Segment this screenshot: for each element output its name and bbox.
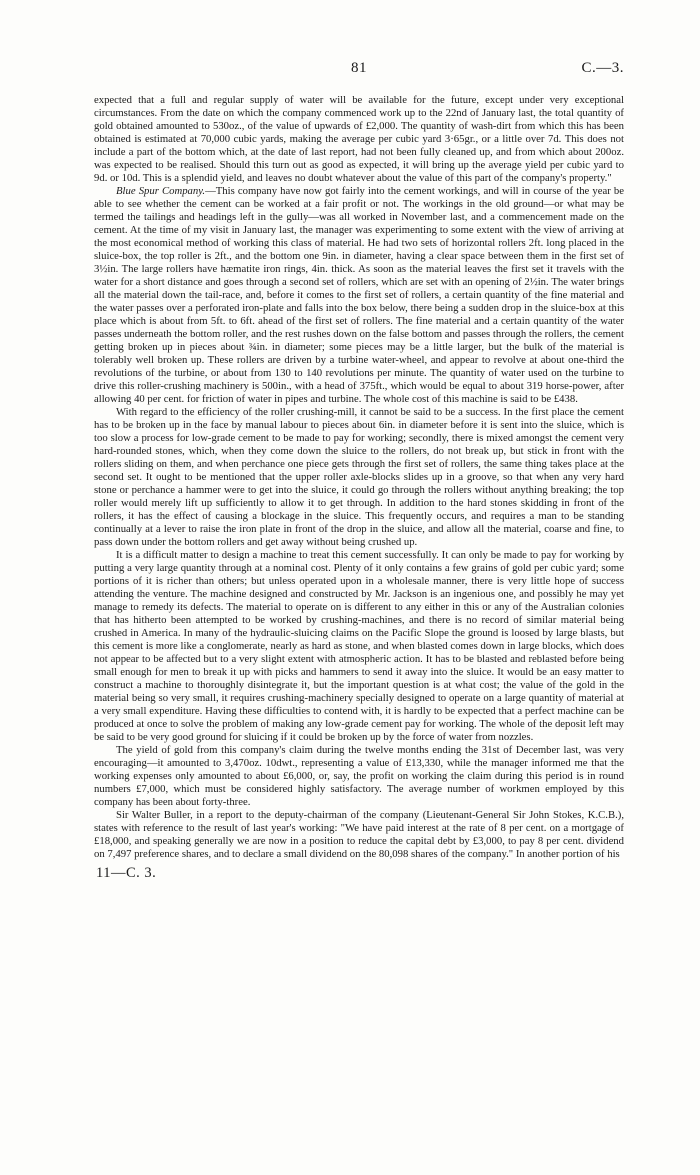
- paragraph-text: expected that a full and regular supply of water will be available for the future, except under very exceptional circumstances. From the date on which the company commenced work up to the 22nd of January last, the total quantity of gold obtained amounted to 530oz., of the value of upwards of £2,000. The quantity of wash-dirt from which this has been obtained is estimated at 70,000 cubic yards, making the average per cubic yard 3·65gr., or a little over 7d. This does not include a part of the bottom which, at the date of last report, had not been fully cleaned up, and from which about 200oz. was expected to be realised. Should this turn out as good as expected, it will bring up the average yield per cubic yard to 9d. or 10d. This is a splendid yield, and leaves no doubt whatever about the value of this part of the company's property.": [94, 94, 624, 184]
- document-reference: C.—3.: [581, 60, 624, 76]
- paragraph-blue-spur: [94, 185, 624, 406]
- printer-signature: 11—C. 3.: [96, 865, 157, 881]
- paragraph-text: With regard to the efficiency of the roller crushing-mill, it cannot be said to be a success. In the first place the cement has to be broken up in the face by manual labour to pieces about 6in. in diameter before it is sent into the sluice, which is too slow a process for low-grade cement to be made to pay for working; secondly, there is mixed amongst the cement very hard-rounded stones, which, when they come down the sluice to the rollers, do not break up, but stick in front with the rollers sliding on them, and when perchance one piece gets through the first set of rollers, the same thing takes place at the second set. It ought to be mentioned that the upper roller axle-blocks slides up in a groove, so that when any very hard stone or perchance a hammer were to get into the sluice, it could go through the rollers without anything breaking; the top roller would merely lift up sufficiently to allow it to get through. In addition to the hard stones skidding in front of the rollers, it has the effect of causing a blockage in the sluice. This frequently occurs, and requires a man to be standing continually at a lever to raise the iron plate in front of the drop in the sluice, and allow all the material, coarse and fine, to pass down under the bottom rollers and get away without being crushed up.: [94, 406, 624, 548]
- paragraph-text: Sir Walter Buller, in a report to the deputy-chairman of the company (Lieutenant-General Sir John Stokes, K.C.B.), states with reference to the result of last year's working: "We have paid interest at the rate of 8 per cent. on a mortgage of £18,000, and speaking generally we are now in a position to reduce the capital debt by £3,000, to pay 8 per cent. dividend on 7,497 preference shares, and to declare a small dividend on the 80,098 shares of the company." In another portion of his: [94, 809, 624, 860]
- page-number: 81: [351, 60, 367, 76]
- page-header: [94, 60, 624, 94]
- paragraph-text: It is a difficult matter to design a machine to treat this cement successfully. It can only be made to pay for working by putting a very large quantity through at a nominal cost. Plenty of it only contains a few grains of gold per cubic yard; some portions of it is richer than others; but unless operated upon in a wholesale manner, there is very little hope of success attending the venture. The machine designed and constructed by Mr. Jackson is an ingenious one, and possibly he may yet manage to remedy its defects. The material to operate on is different to any either in this or any of the Australian colonies that has hitherto been attempted to be worked by crushing-machines, and there is no record of similar material being crushed in America. In many of the hydraulic-sluicing claims on the Pacific Slope the ground is loosed by large blasts, but this cement is more like a conglomerate, nearly as hard as stone, and when blasted comes down in large blocks, which does not appear to be affected but to a very slight extent with atmospheric action. It has to be blasted and reblasted before being small enough for men to break it up with picks and hammers to send it away into the sluice. It would be an easy matter to construct a machine to thoroughly disintegrate it, but the important question is at what cost; the value of the gold in the material being so very small, it requires crushing-machinery specially designed to operate on a large quantity of material at a very small expenditure. Having these difficulties to contend with, it is hardly to be expected that a perfect machine can be produced at once to solve the problem of making any low-grade cement pay for working. The whole of the deposit left may be said to be very good ground for sluicing if it could be broken up by the force of water from nozzles.: [94, 549, 624, 743]
- company-name: Blue Spur Company.: [116, 185, 206, 197]
- paragraph-text: The yield of gold from this company's claim during the twelve months ending the 31st of December last, was very encouraging—it amounted to 3,470oz. 10dwt., representing a value of £13,330, while the manager informed me that the working expenses only amounted to about £6,000, or, say, the profit on working the claim during this period is in round numbers £7,000, which must be considered highly satisfactory. The average number of workmen employed by this company has been about forty-three.: [94, 744, 624, 808]
- paragraph-buller-report: [94, 809, 624, 861]
- paragraph-text: —This company have now got fairly into the cement workings, and will in course of the year be able to see whether the cement can be worked at a fair profit or not. The workings in the old ground—or what may be termed the tailings and headings left in the gully—was all worked in November last, and a commencement made on the cement. At the time of my visit in January last, the manager was experimenting to some extent with the view of arriving at the most economical method of working this class of material. He had two sets of horizontal rollers 2ft. long placed in the sluice-box, the top roller is 2ft., and the bottom one 9in. in diameter, having a clear space between them in the first set of 3½in. The large rollers have hæmatite iron rings, 4in. thick. As soon as the material leaves the first set it travels with the water for a short distance and goes through a second set of rollers, which are set with an opening of 2½in. The water brings all the material down the tail-race, and, before it comes to the first set of rollers, a certain quantity of the fine material and the water passes over a perforated iron-plate and falls into the box below, there being a sudden drop in the sluice-box at this place which is about from 5ft. to 6ft. ahead of the first set of rollers. The fine material and a certain quantity of the water passes underneath the bottom roller, and the rest rushes down on the false bottom and passes through the rollers, the cement getting broken up in pieces about ¾in. in diameter; some pieces may be a little larger, but the bulk of the material is tolerably well broken up. These rollers are driven by a turbine water-wheel, and appear to revolve at about one-third the revolutions of the turbine, or about from 130 to 140 revolutions per minute. The quantity of water used on the turbine to drive this roller-crushing machinery is 500in., with a head of 375ft., which would be equal to about 319 horse-power, after allowing 40 per cent. for friction of water in pipes and turbine. The whole cost of this machine is said to be £438.: [94, 185, 624, 405]
- paragraph-machine-design: [94, 549, 624, 744]
- paragraph-roller-efficiency: [94, 406, 624, 549]
- paragraph-continued: [94, 94, 624, 185]
- paragraph-gold-yield: [94, 744, 624, 809]
- body-text: [94, 94, 624, 861]
